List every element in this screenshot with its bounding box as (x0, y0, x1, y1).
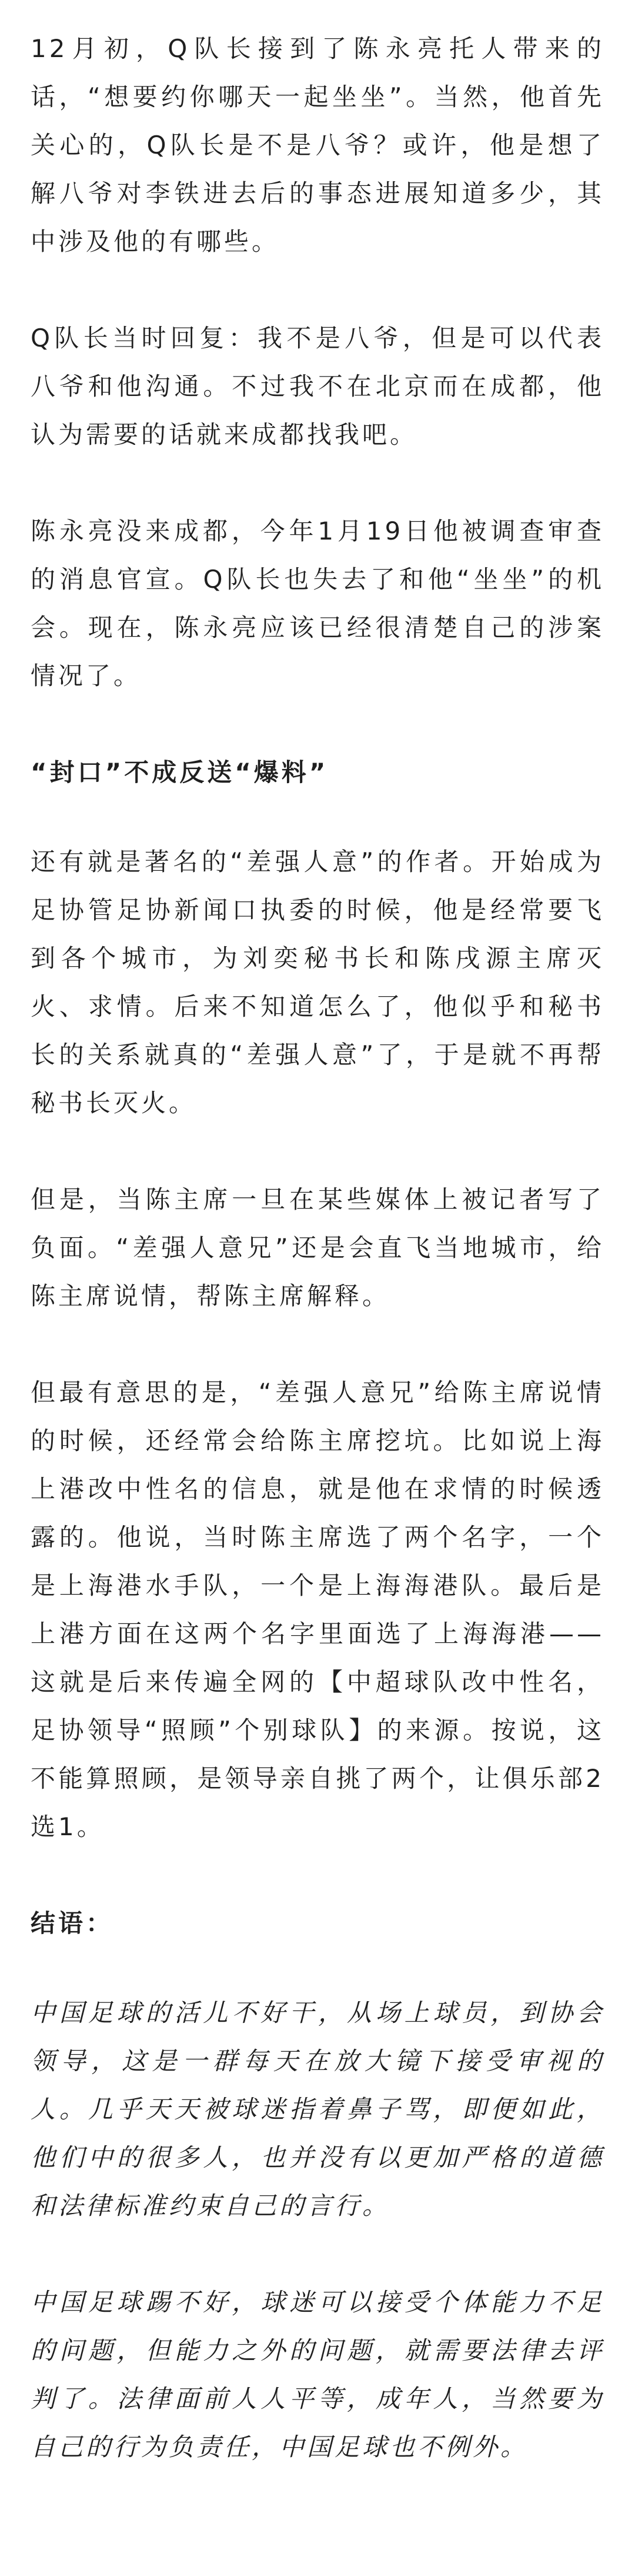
section-heading-conclusion: 结语： (31, 1909, 114, 1938)
paragraph-3: 陈永亮没来成都，今年1月19日他被调查审查的消息官宣。Q队长也失去了和他“坐坐”的机会。现在，陈永亮应该已经很清楚自己的涉案情况了。 (31, 517, 604, 690)
section-heading-1: “封口”不成反送“爆料” (31, 758, 329, 787)
paragraph-4: 还有就是著名的“差强人意”的作者。开始成为足协管足协新闻口执委的时候，他是经常要飞到各个城市，为刘奕秘书长和陈戌源主席灭火、求情。后来不知道怎么了，他似乎和秘书长的关系就真的“差强人意”了，于是就不再帮秘书长灭火。 (31, 847, 604, 1117)
paragraph-6: 但最有意思的是，“差强人意兄”给陈主席说情的时候，还经常会给陈主席挖坑。比如说上海上港改中性名的信息，就是他在求情的时候透露的。他说，当时陈主席选了两个名字，一个是上海港水手队，一个是上海海港队。最后是上港方面在这两个名字里面选了上海海港——这就是后来传遍全网的【中超球队改中性名，足协领导“照顾”个别球队】的来源。按说，这不能算照顾，是领导亲自挑了两个，让俱乐部2选1。 (31, 1378, 604, 1841)
paragraph-1: 12月初，Q队长接到了陈永亮托人带来的话，“想要约你哪天一起坐坐”。当然，他首先关心的，Q队长是不是八爷？或许，他是想了解八爷对李铁进去后的事态进展知道多少，其中涉及他的有哪些。 (31, 34, 604, 256)
paragraph-2: Q队长当时回复：我不是八爷，但是可以代表八爷和他沟通。不过我不在北京而在成都，他认为需要的话就来成都找我吧。 (31, 324, 604, 449)
conclusion-paragraph-1: 中国足球的活儿不好干，从场上球员，到协会领导，这是一群每天在放大镜下接受审视的人。几乎天天被球迷指着鼻子骂，即便如此，他们中的很多人，也并没有以更加严格的道德和法律标准约束自己的言行。 (31, 1998, 604, 2220)
paragraph-5: 但是，当陈主席一旦在某些媒体上被记者写了负面。“差强人意兄”还是会直飞当地城市，给陈主席说情，帮陈主席解释。 (31, 1185, 604, 1310)
conclusion-paragraph-2: 中国足球踢不好，球迷可以接受个体能力不足的问题，但能力之外的问题，就需要法律去评判了。法律面前人人平等，成年人，当然要为自己的行为负责任，中国足球也不例外。 (31, 2288, 604, 2461)
